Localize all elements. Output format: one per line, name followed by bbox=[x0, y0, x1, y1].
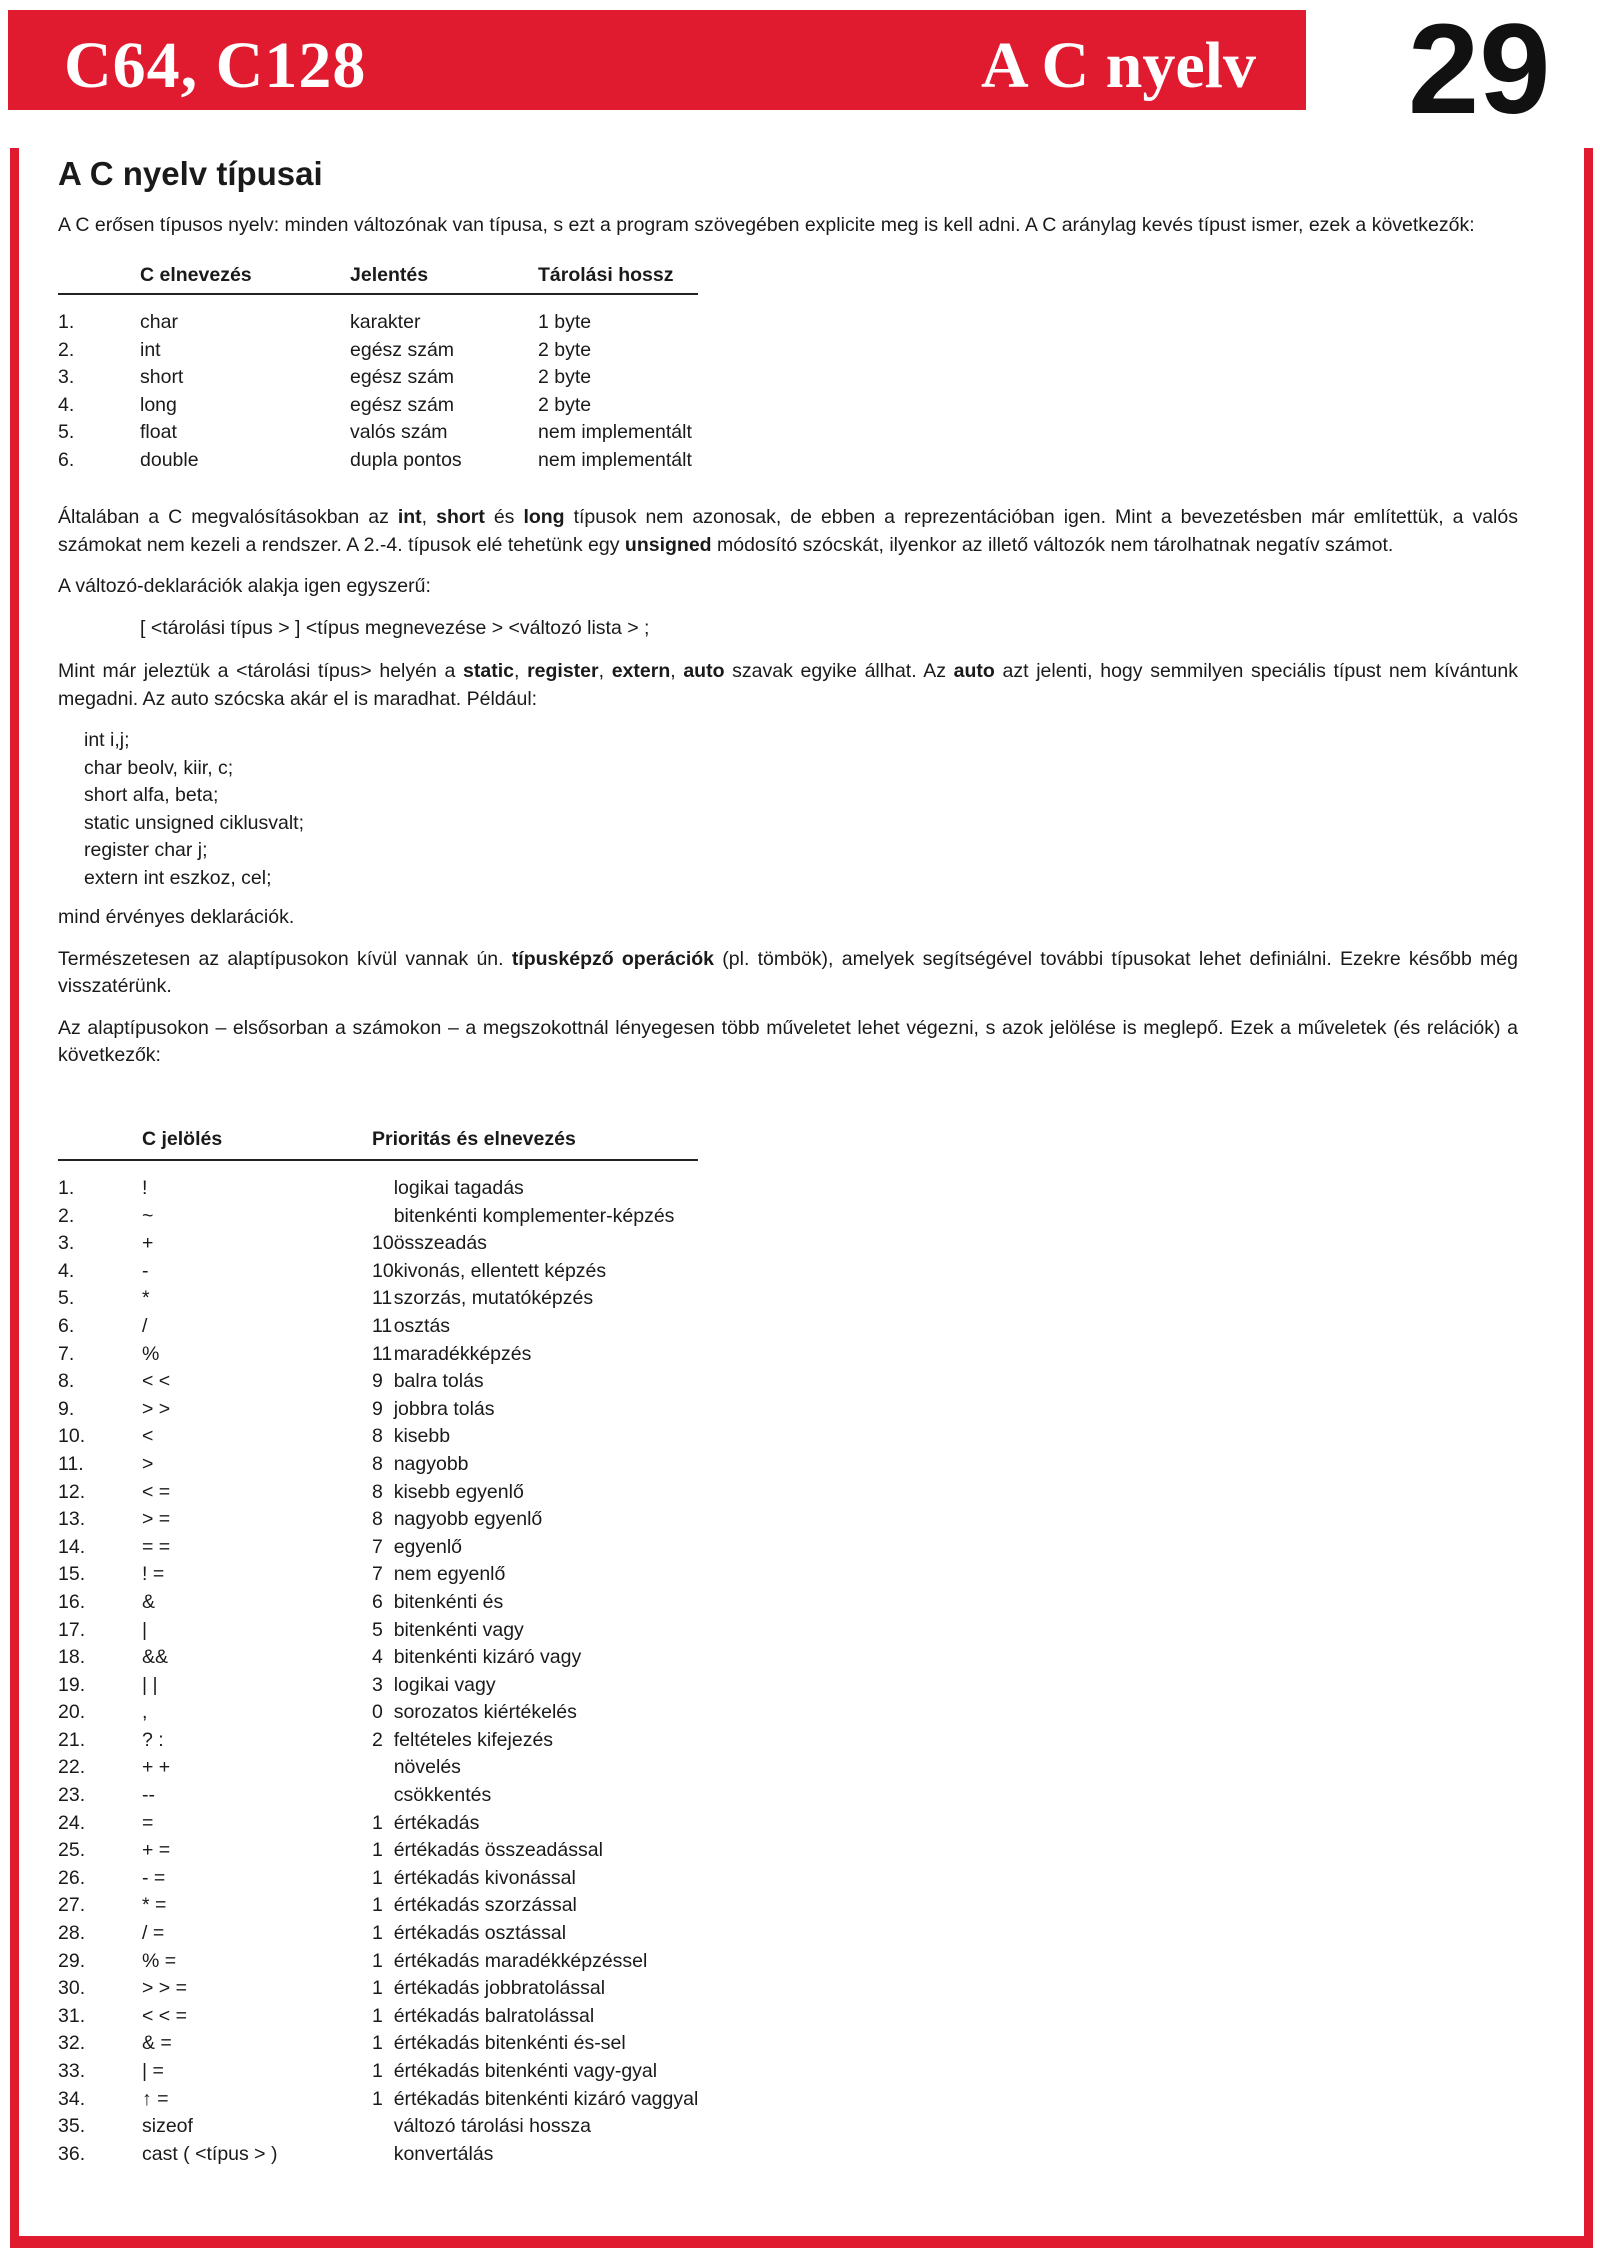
row-number: 15. bbox=[58, 1563, 86, 1586]
operator-priority bbox=[372, 1203, 394, 1231]
operator-name: nagyobb bbox=[393, 1452, 469, 1475]
table-row bbox=[58, 2058, 698, 2086]
operator-symbol: ? : bbox=[142, 1728, 164, 1751]
operator-name: értékadás bitenkénti vagy-gyal bbox=[393, 2060, 658, 2082]
table-row bbox=[58, 2113, 698, 2141]
code-example bbox=[84, 727, 1518, 892]
row-number: 1. bbox=[58, 1177, 75, 1199]
operator-symbol: < bbox=[142, 1425, 154, 1448]
operator-priority bbox=[372, 1754, 394, 1782]
operator-symbol: > > = bbox=[142, 1977, 187, 2000]
operator-name: bitenkénti és bbox=[393, 1590, 504, 1613]
operator-name: jobbra tolás bbox=[393, 1397, 495, 1420]
operator-name: értékadás osztással bbox=[393, 1922, 567, 1945]
operator-symbol: < < bbox=[142, 1370, 171, 1393]
operator-symbol: + = bbox=[142, 1839, 171, 1862]
types-header-num bbox=[58, 262, 140, 295]
row-number: 17. bbox=[58, 1618, 86, 1641]
operator-symbol: ↑ = bbox=[142, 2087, 169, 2110]
operator-priority: 1 bbox=[372, 2032, 383, 2055]
row-number: 24. bbox=[58, 1811, 86, 1834]
page-content bbox=[58, 150, 1518, 2168]
row-number: 1. bbox=[58, 311, 75, 333]
row-number: 6. bbox=[58, 448, 75, 471]
operator-priority: 4 bbox=[372, 1646, 383, 1669]
types-header-size: Tárolási hossz bbox=[538, 262, 698, 295]
operator-symbol: = = bbox=[142, 1535, 171, 1558]
operator-priority: 11 bbox=[372, 1342, 393, 1365]
row-number: 16. bbox=[58, 1590, 86, 1613]
operator-symbol: , bbox=[142, 1701, 148, 1724]
row-number: 13. bbox=[58, 1508, 86, 1531]
row-number: 6. bbox=[58, 1314, 75, 1337]
row-number: 8. bbox=[58, 1370, 75, 1393]
table-row bbox=[58, 1230, 698, 1258]
code-line: short alfa, beta; bbox=[84, 784, 219, 806]
row-number: 11. bbox=[58, 1452, 84, 1475]
row-number: 32. bbox=[58, 2032, 86, 2055]
operator-symbol: > = bbox=[142, 1508, 171, 1531]
operator-name: értékadás bbox=[393, 1811, 480, 1834]
types-table-body bbox=[58, 294, 698, 474]
table-row bbox=[58, 1810, 698, 1838]
storage-size: 1 byte bbox=[538, 311, 592, 333]
operator-symbol: > > bbox=[142, 1397, 171, 1420]
operator-name: értékadás bitenkénti és-sel bbox=[393, 2032, 626, 2055]
type-meaning: egész szám bbox=[350, 393, 455, 416]
types-table bbox=[58, 262, 698, 475]
operator-priority: 1 bbox=[372, 1977, 383, 2000]
table-row bbox=[58, 1782, 698, 1810]
row-number: 12. bbox=[58, 1480, 86, 1503]
storage-size: 2 byte bbox=[538, 338, 592, 361]
operator-priority: 10 bbox=[372, 1232, 394, 1255]
operator-name: logikai vagy bbox=[393, 1673, 496, 1696]
operator-symbol: && bbox=[142, 1646, 169, 1669]
operator-name: értékadás balratolással bbox=[393, 2004, 595, 2027]
operator-symbol: ! bbox=[142, 1177, 148, 1199]
operator-symbol: = bbox=[142, 1811, 154, 1834]
table-row bbox=[58, 1975, 698, 2003]
operator-priority bbox=[372, 1175, 394, 1203]
table-row bbox=[58, 1341, 698, 1369]
frame-left-border bbox=[10, 148, 19, 2248]
operator-priority: 0 bbox=[372, 1701, 383, 1724]
operator-priority: 3 bbox=[372, 1673, 383, 1696]
operator-symbol: ! = bbox=[142, 1563, 165, 1586]
type-name: short bbox=[140, 366, 184, 388]
table-row bbox=[58, 1754, 698, 1782]
operator-symbol: < < = bbox=[142, 2004, 187, 2027]
table-row bbox=[58, 447, 698, 475]
operator-name: sorozatos kiértékelés bbox=[393, 1701, 577, 1724]
table-row bbox=[58, 364, 698, 392]
operator-priority: 8 bbox=[372, 1425, 383, 1448]
table-row bbox=[58, 1203, 698, 1231]
ops-header-num bbox=[58, 1126, 142, 1161]
types-header-name: C elnevezés bbox=[140, 262, 350, 295]
operator-name: értékadás jobbratolással bbox=[393, 1977, 606, 2000]
row-number: 18. bbox=[58, 1646, 86, 1669]
row-number: 3. bbox=[58, 366, 75, 388]
operator-name: bitenkénti komplementer-képzés bbox=[393, 1204, 675, 1227]
table-row bbox=[58, 1175, 698, 1203]
operator-priority: 11 bbox=[372, 1287, 393, 1310]
operator-priority bbox=[372, 2141, 394, 2169]
operator-priority: 9 bbox=[372, 1370, 383, 1393]
operator-name: nagyobb egyenlő bbox=[393, 1508, 543, 1531]
ops-header-priority: Prioritás és elnevezés bbox=[372, 1126, 698, 1161]
operator-priority: 11 bbox=[372, 1314, 393, 1337]
table-row bbox=[58, 1534, 698, 1562]
operator-symbol: cast ( <típus > ) bbox=[142, 2142, 278, 2165]
row-number: 21. bbox=[58, 1728, 86, 1751]
operator-name: nem egyenlő bbox=[393, 1563, 506, 1586]
operator-name: feltételes kifejezés bbox=[393, 1728, 554, 1751]
header-bar bbox=[8, 10, 1306, 110]
row-number: 9. bbox=[58, 1397, 75, 1420]
operator-symbol: - = bbox=[142, 1866, 166, 1889]
operator-name: értékadás maradékképzéssel bbox=[393, 1949, 648, 1972]
row-number: 36. bbox=[58, 2142, 86, 2165]
table-row bbox=[58, 1561, 698, 1589]
table-row bbox=[58, 337, 698, 365]
code-line: register char j; bbox=[84, 839, 208, 861]
table-row bbox=[58, 1617, 698, 1645]
table-row bbox=[58, 1727, 698, 1755]
types-header-meaning: Jelentés bbox=[350, 262, 538, 295]
table-row bbox=[58, 309, 698, 337]
row-number: 22. bbox=[58, 1756, 86, 1779]
operator-name: maradékképzés bbox=[393, 1342, 532, 1365]
table-row bbox=[58, 1451, 698, 1479]
row-number: 2. bbox=[58, 1204, 75, 1227]
operator-name: csökkentés bbox=[393, 1784, 492, 1807]
type-name: char bbox=[140, 311, 178, 333]
code-line: static unsigned ciklusvalt; bbox=[84, 811, 305, 834]
operator-name: kivonás, ellentett képzés bbox=[393, 1259, 607, 1282]
table-row bbox=[58, 1313, 698, 1341]
operator-name: balra tolás bbox=[393, 1370, 484, 1393]
operator-name: összeadás bbox=[393, 1232, 487, 1255]
operator-name: értékadás összeadással bbox=[393, 1839, 603, 1862]
operator-symbol: sizeof bbox=[142, 2115, 193, 2138]
operator-name: kisebb bbox=[393, 1425, 451, 1448]
operator-priority: 7 bbox=[372, 1535, 383, 1558]
row-number: 23. bbox=[58, 1784, 86, 1807]
frame-right-border bbox=[1584, 148, 1593, 2248]
derived-types-paragraph: Természetesen az alaptípusokon kívül vannak ún. típusképző operációk (pl. tömbök), amelyek segítségével további típusokat lehet definiálni. Ezekre később még visszatérünk. bbox=[58, 947, 1518, 997]
operator-priority: 1 bbox=[372, 1811, 383, 1834]
row-number: 31. bbox=[58, 2004, 86, 2027]
table-row bbox=[58, 2086, 698, 2114]
table-row bbox=[58, 1479, 698, 1507]
type-name: float bbox=[140, 421, 177, 443]
operator-symbol: -- bbox=[142, 1784, 155, 1807]
operator-name: bitenkénti vagy bbox=[393, 1618, 524, 1641]
operators-table bbox=[58, 1126, 698, 2169]
operator-symbol: > bbox=[142, 1452, 154, 1475]
operator-symbol: % bbox=[142, 1342, 160, 1365]
code-line: char beolv, kiir, c; bbox=[84, 756, 234, 779]
operator-symbol: - bbox=[142, 1259, 149, 1282]
row-number: 7. bbox=[58, 1342, 75, 1365]
table-row bbox=[58, 2030, 698, 2058]
operator-priority: 5 bbox=[372, 1618, 383, 1641]
row-number: 30. bbox=[58, 1977, 86, 2000]
table-row bbox=[58, 1699, 698, 1727]
operator-name: egyenlő bbox=[393, 1535, 463, 1558]
intro-paragraph: A C erősen típusos nyelv: minden változónak van típusa, s ezt a program szövegében explicite meg is kell adni. A C aránylag kevés típust ismer, ezek a következők: bbox=[58, 214, 1475, 236]
row-number: 4. bbox=[58, 1259, 75, 1282]
row-number: 14. bbox=[58, 1535, 86, 1558]
operator-priority: 6 bbox=[372, 1590, 383, 1613]
declaration-syntax: [ <tárolási típus > ] <típus megnevezése > <változó lista > ; bbox=[140, 616, 650, 639]
operator-priority: 1 bbox=[372, 2060, 383, 2082]
row-number: 10. bbox=[58, 1425, 86, 1448]
operator-name: értékadás bitenkénti kizáró vaggyal bbox=[393, 2087, 699, 2110]
row-number: 19. bbox=[58, 1673, 86, 1696]
operator-symbol: / bbox=[142, 1314, 148, 1337]
operator-priority: 8 bbox=[372, 1480, 383, 1503]
table-row bbox=[58, 1948, 698, 1976]
code-line: int i,j; bbox=[84, 729, 130, 751]
table-row bbox=[58, 1368, 698, 1396]
storage-paragraph: Mint már jeleztük a <tárolási típus> helyén a static, register, extern, auto szavak egyike állhat. Az auto azt jelenti, hogy semmilyen speciális típust nem kívántunk megadni. Az auto szócska akár el is maradhat. Például: bbox=[58, 660, 1518, 710]
row-number: 26. bbox=[58, 1866, 86, 1889]
type-meaning: dupla pontos bbox=[350, 448, 462, 471]
type-name: double bbox=[140, 448, 199, 471]
operator-symbol: + + bbox=[142, 1756, 171, 1779]
operator-priority: 1 bbox=[372, 2087, 383, 2110]
operator-priority: 1 bbox=[372, 1894, 383, 1917]
operator-name: kisebb egyenlő bbox=[393, 1480, 524, 1503]
table-row bbox=[58, 2003, 698, 2031]
row-number: 27. bbox=[58, 1894, 86, 1917]
operator-symbol: * bbox=[142, 1287, 150, 1310]
valid-paragraph: mind érvényes deklarációk. bbox=[58, 906, 295, 928]
type-meaning: egész szám bbox=[350, 366, 455, 388]
type-meaning: egész szám bbox=[350, 338, 455, 361]
table-row bbox=[58, 1865, 698, 1893]
operator-name: osztás bbox=[393, 1314, 451, 1337]
header-left-title: C64, C128 bbox=[64, 29, 367, 102]
operator-priority: 1 bbox=[372, 1949, 383, 1972]
operators-paragraph: Az alaptípusokon – elsősorban a számokon – a megszokottnál lényegesen több műveletet lehet végezni, s azok jelölése is meglepő. Ezek a műveletek (és relációk) a következők: bbox=[58, 1016, 1518, 1066]
row-number: 5. bbox=[58, 1287, 75, 1310]
operator-priority: 1 bbox=[372, 1866, 383, 1889]
operator-priority: 1 bbox=[372, 2004, 383, 2027]
operator-priority: 8 bbox=[372, 1452, 383, 1475]
table-row bbox=[58, 392, 698, 420]
table-row bbox=[58, 1644, 698, 1672]
operator-name: logikai tagadás bbox=[393, 1177, 524, 1199]
types-paragraph: Általában a C megvalósításokban az int, short és long típusok nem azonosak, de ebben a reprezentációban igen. Mint a bevezetésben már említettük, a valós számokat nem kezeli a rendszer. A 2.-4. típusok elé tehetünk egy unsigned módosító szócskát, ilyenkor az illető változók nem tárolhatnak negatív számot. bbox=[58, 506, 1518, 556]
operator-priority: 2 bbox=[372, 1728, 383, 1751]
operator-priority: 8 bbox=[372, 1508, 383, 1531]
storage-size: nem implementált bbox=[538, 448, 692, 471]
operator-name: bitenkénti kizáró vagy bbox=[393, 1646, 582, 1669]
operator-name: változó tárolási hossza bbox=[393, 2115, 591, 2138]
operator-symbol: | bbox=[142, 1618, 148, 1641]
row-number: 33. bbox=[58, 2060, 86, 2082]
operator-name: növelés bbox=[393, 1756, 461, 1779]
operator-symbol: | | bbox=[142, 1673, 158, 1696]
table-row bbox=[58, 1837, 698, 1865]
type-meaning: karakter bbox=[350, 311, 421, 333]
operator-symbol: < = bbox=[142, 1480, 171, 1503]
row-number: 29. bbox=[58, 1949, 86, 1972]
operator-priority: 7 bbox=[372, 1563, 383, 1586]
table-row bbox=[58, 1396, 698, 1424]
table-row bbox=[58, 419, 698, 447]
operator-symbol: + bbox=[142, 1232, 154, 1255]
operator-name: értékadás kivonással bbox=[393, 1866, 576, 1889]
operator-symbol: & = bbox=[142, 2032, 172, 2055]
operator-name: szorzás, mutatóképzés bbox=[393, 1287, 594, 1310]
page-number: 29 bbox=[1408, 0, 1551, 141]
operator-symbol: & bbox=[142, 1590, 156, 1613]
frame-bottom-border bbox=[10, 2236, 1593, 2248]
operator-priority: 10 bbox=[372, 1259, 394, 1282]
operator-name: konvertálás bbox=[393, 2142, 494, 2165]
section-title: A C nyelv típusai bbox=[58, 155, 323, 192]
row-number: 20. bbox=[58, 1701, 86, 1724]
operator-symbol: * = bbox=[142, 1894, 167, 1917]
row-number: 5. bbox=[58, 421, 75, 443]
operator-priority: 1 bbox=[372, 1922, 383, 1945]
operator-priority bbox=[372, 1782, 394, 1810]
table-row bbox=[58, 1892, 698, 1920]
operator-priority bbox=[372, 2113, 394, 2141]
table-row bbox=[58, 1589, 698, 1617]
type-name: long bbox=[140, 393, 177, 416]
table-row bbox=[58, 1423, 698, 1451]
table-row bbox=[58, 2141, 698, 2169]
ops-header-symbol: C jelölés bbox=[142, 1126, 372, 1161]
table-row bbox=[58, 1920, 698, 1948]
table-row bbox=[58, 1285, 698, 1313]
table-row bbox=[58, 1506, 698, 1534]
operator-symbol: / = bbox=[142, 1922, 165, 1945]
row-number: 35. bbox=[58, 2115, 86, 2138]
operator-priority: 9 bbox=[372, 1397, 383, 1420]
row-number: 4. bbox=[58, 393, 75, 416]
table-row bbox=[58, 1672, 698, 1700]
row-number: 2. bbox=[58, 338, 75, 361]
code-line: extern int eszkoz, cel; bbox=[84, 866, 272, 889]
operators-table-body bbox=[58, 1160, 698, 2168]
storage-size: nem implementált bbox=[538, 421, 692, 443]
row-number: 25. bbox=[58, 1839, 86, 1862]
storage-size: 2 byte bbox=[538, 366, 592, 388]
row-number: 3. bbox=[58, 1232, 75, 1255]
operator-symbol: % = bbox=[142, 1949, 177, 1972]
operator-symbol: ~ bbox=[142, 1204, 154, 1227]
declaration-paragraph: A változó-deklarációk alakja igen egyszerű: bbox=[58, 575, 431, 597]
storage-size: 2 byte bbox=[538, 393, 592, 416]
header-right-title: A C nyelv bbox=[980, 29, 1256, 102]
type-name: int bbox=[140, 338, 161, 361]
operator-priority: 1 bbox=[372, 1839, 383, 1862]
type-meaning: valós szám bbox=[350, 421, 448, 443]
table-row bbox=[58, 1258, 698, 1286]
operator-symbol: | = bbox=[142, 2060, 164, 2082]
row-number: 28. bbox=[58, 1922, 86, 1945]
row-number: 34. bbox=[58, 2087, 86, 2110]
operator-name: értékadás szorzással bbox=[393, 1894, 577, 1917]
